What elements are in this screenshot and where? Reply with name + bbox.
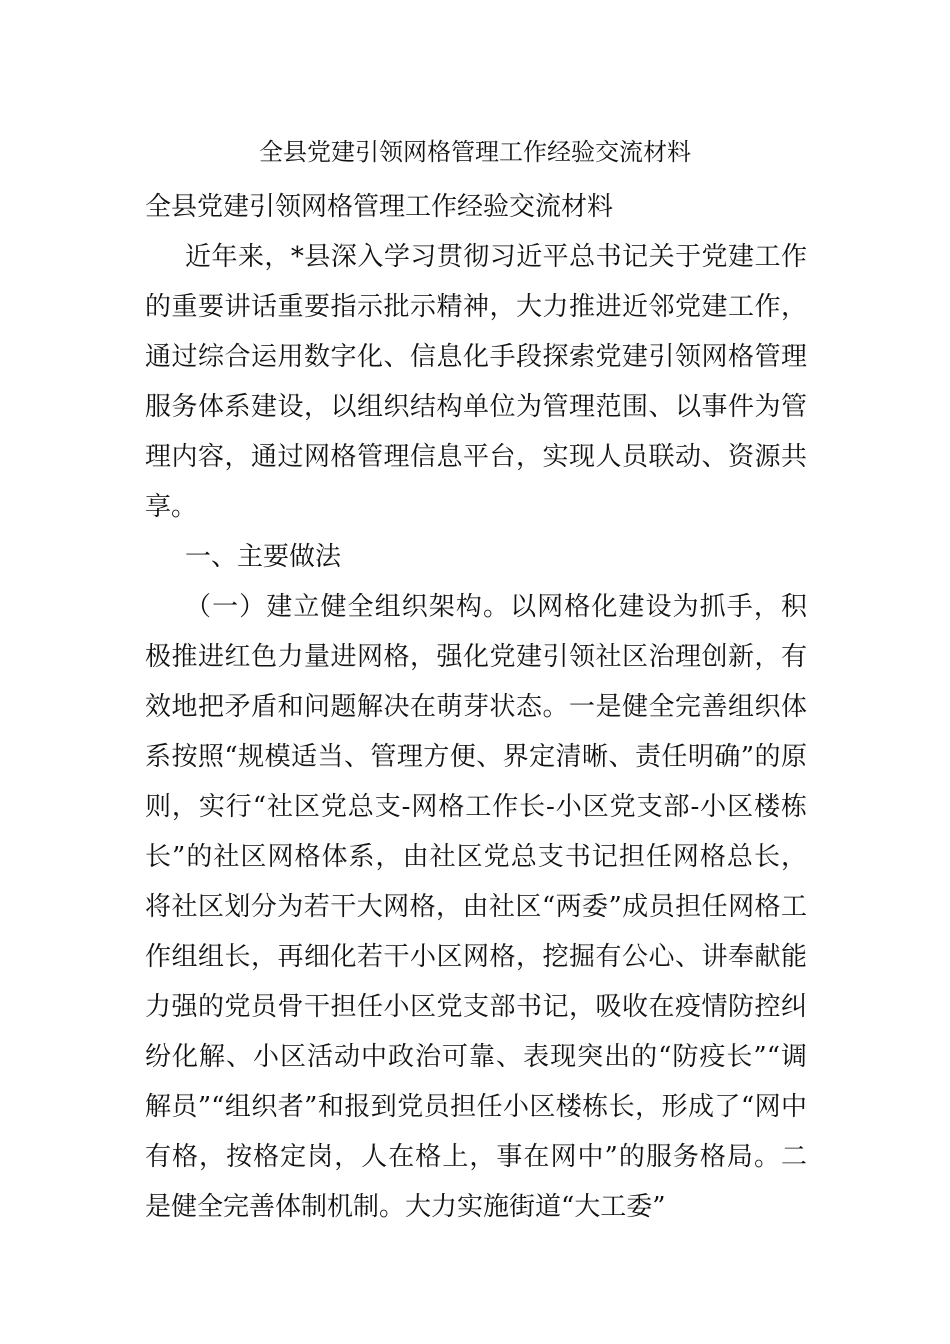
document-subtitle: 全县党建引领网格管理工作经验交流材料 [145, 192, 614, 222]
document-title: 全县党建引领网格管理工作经验交流材料 [259, 138, 691, 166]
document-body [145, 182, 807, 1232]
body-paragraph-organization: （一）建立健全组织架构。以网格化建设为抓手，积极推进红色力量进网格，强化党建引领社区治理创新，有效地把矛盾和问题解决在萌芽状态。一是健全完善组织体系按照“规模适当、管理方便、界定清晰、责任明确”的原则，实行“社区党总支-网格工作长-小区党支部-小区楼栋长”的社区网格体系，由社区党总支书记担任网格总长，将社区划分为若干大网格，由社区“两委”成员担任网格工作组组长，再细化若干小区网格，挖掘有公心、讲奉献能力强的党员骨干担任小区党支部书记，吸收在疫情防控纠纷化解、小区活动中政治可靠、表现突出的“防疫长”“调解员”“组织者”和报到党员担任小区楼栋长，形成了“网中有格，按格定岗，人在格上，事在网中”的服务格局。二是健全完善体制机制。大力实施街道“大工委” [145, 592, 807, 1222]
intro-paragraph: 近年来，*县深入学习贯彻习近平总书记关于党建工作的重要讲话重要指示批示精神，大力推进近邻党建工作，通过综合运用数字化、信息化手段探索党建引领网格管理服务体系建设，以组织结构单位为管理范围、以事件为管理内容，通过网格管理信息平台，实现人员联动、资源共享。 [145, 242, 807, 522]
section-heading-main-practices: 一、主要做法 [185, 542, 342, 572]
